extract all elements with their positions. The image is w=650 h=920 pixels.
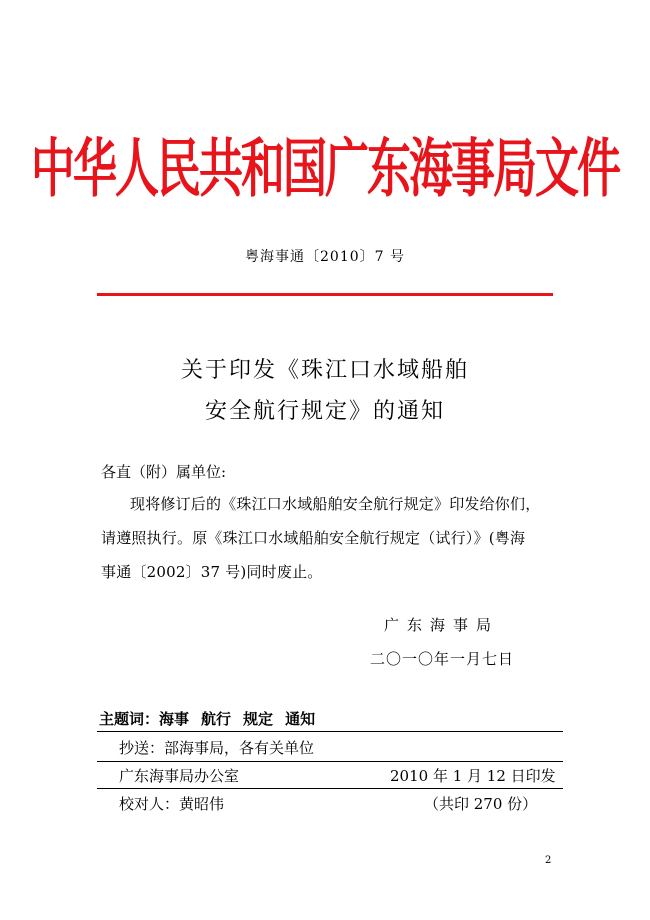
red-header-rule	[97, 293, 553, 296]
copies-count: （共印 270 份）	[424, 795, 538, 813]
keyword: 海事	[159, 710, 190, 728]
footer-divider	[97, 731, 563, 732]
issuing-office: 广东海事局办公室	[119, 767, 240, 785]
body-line: 事通〔2002〕37 号)同时废止。	[101, 563, 323, 581]
signature-organization: 广东海事局	[384, 616, 500, 634]
salutation: 各直（附）属单位:	[101, 463, 227, 481]
cc-recipients: 抄送：部海事局，各有关单位	[119, 739, 315, 757]
page-number: 2	[545, 855, 552, 866]
signature-date: 二〇一〇年一月七日	[370, 650, 515, 668]
proofreader: 校对人：黄昭伟	[119, 795, 225, 813]
document-number: 粤海事通〔2010〕7 号	[245, 249, 405, 265]
body-line: 请遵照执行。原《珠江口水域船舶安全航行规定（试行）》(粤海	[101, 529, 526, 547]
keyword: 规定	[243, 710, 274, 728]
keywords-line	[99, 709, 327, 729]
footer-divider	[97, 788, 563, 789]
notice-title-line2: 安全航行规定》的通知	[204, 399, 445, 424]
keywords-label: 主题词：	[99, 710, 160, 728]
notice-title-line1: 关于印发《珠江口水域船舶	[180, 358, 469, 383]
keyword: 通知	[285, 710, 316, 728]
print-date: 2010 年 1 月 12 日印发	[390, 767, 556, 785]
footer-divider	[97, 761, 563, 762]
keyword: 航行	[201, 710, 232, 728]
document-header-title: 中华人民共和国广东海事局文件	[31, 132, 619, 207]
body-line: 现将修订后的《珠江口水域船舶安全航行规定》印发给你们，	[130, 495, 541, 513]
